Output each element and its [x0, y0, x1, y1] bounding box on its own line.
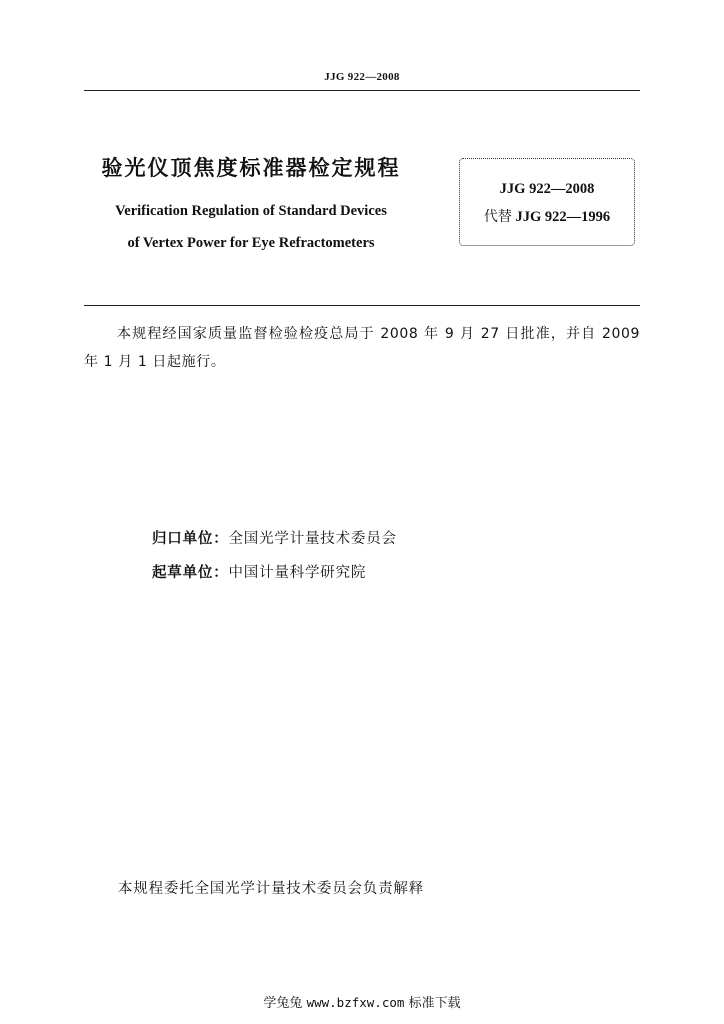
drafting-unit-line [152, 561, 366, 582]
footer-watermark [0, 992, 724, 1011]
drafting-unit-value: 中国计量科学研究院 [228, 565, 367, 581]
interpretation-statement: 本规程委托全国光学计量技术委员会负责解释 [118, 881, 424, 897]
footer-url[interactable]: www.bzfxw.com [306, 995, 405, 1010]
title-english-line1: Verification Regulation of Standard Devices [115, 203, 387, 219]
approval-statement: 本规程经国家质量监督检验检疫总局于 2008 年 9 月 27 日批准，并自 2009 年 1 月 1 日起施行。 [84, 326, 640, 370]
replaces-line [460, 206, 634, 226]
title-chinese: 验光仪顶焦度标准器检定规程 [101, 156, 401, 180]
standard-code: JJG 922—2008 [499, 181, 595, 197]
responsible-unit-value: 全国光学计量技术委员会 [228, 531, 397, 547]
replaces-prefix: 代替 [483, 209, 512, 225]
footer-suffix: 标准下载 [408, 996, 461, 1011]
standard-code-box [459, 158, 635, 246]
footer-site-name: 学兔兔 [263, 996, 303, 1011]
header-standard-code: JJG 922—2008 [324, 71, 400, 83]
responsible-unit-line [152, 527, 397, 548]
drafting-unit-label: 起草单位： [152, 565, 229, 581]
header-rule [84, 90, 640, 91]
title-english-line2: of Vertex Power for Eye Refractometers [127, 235, 375, 251]
section-rule [84, 305, 640, 306]
replaced-code: JJG 922—1996 [515, 209, 611, 225]
responsible-unit-label: 归口单位： [152, 531, 229, 547]
